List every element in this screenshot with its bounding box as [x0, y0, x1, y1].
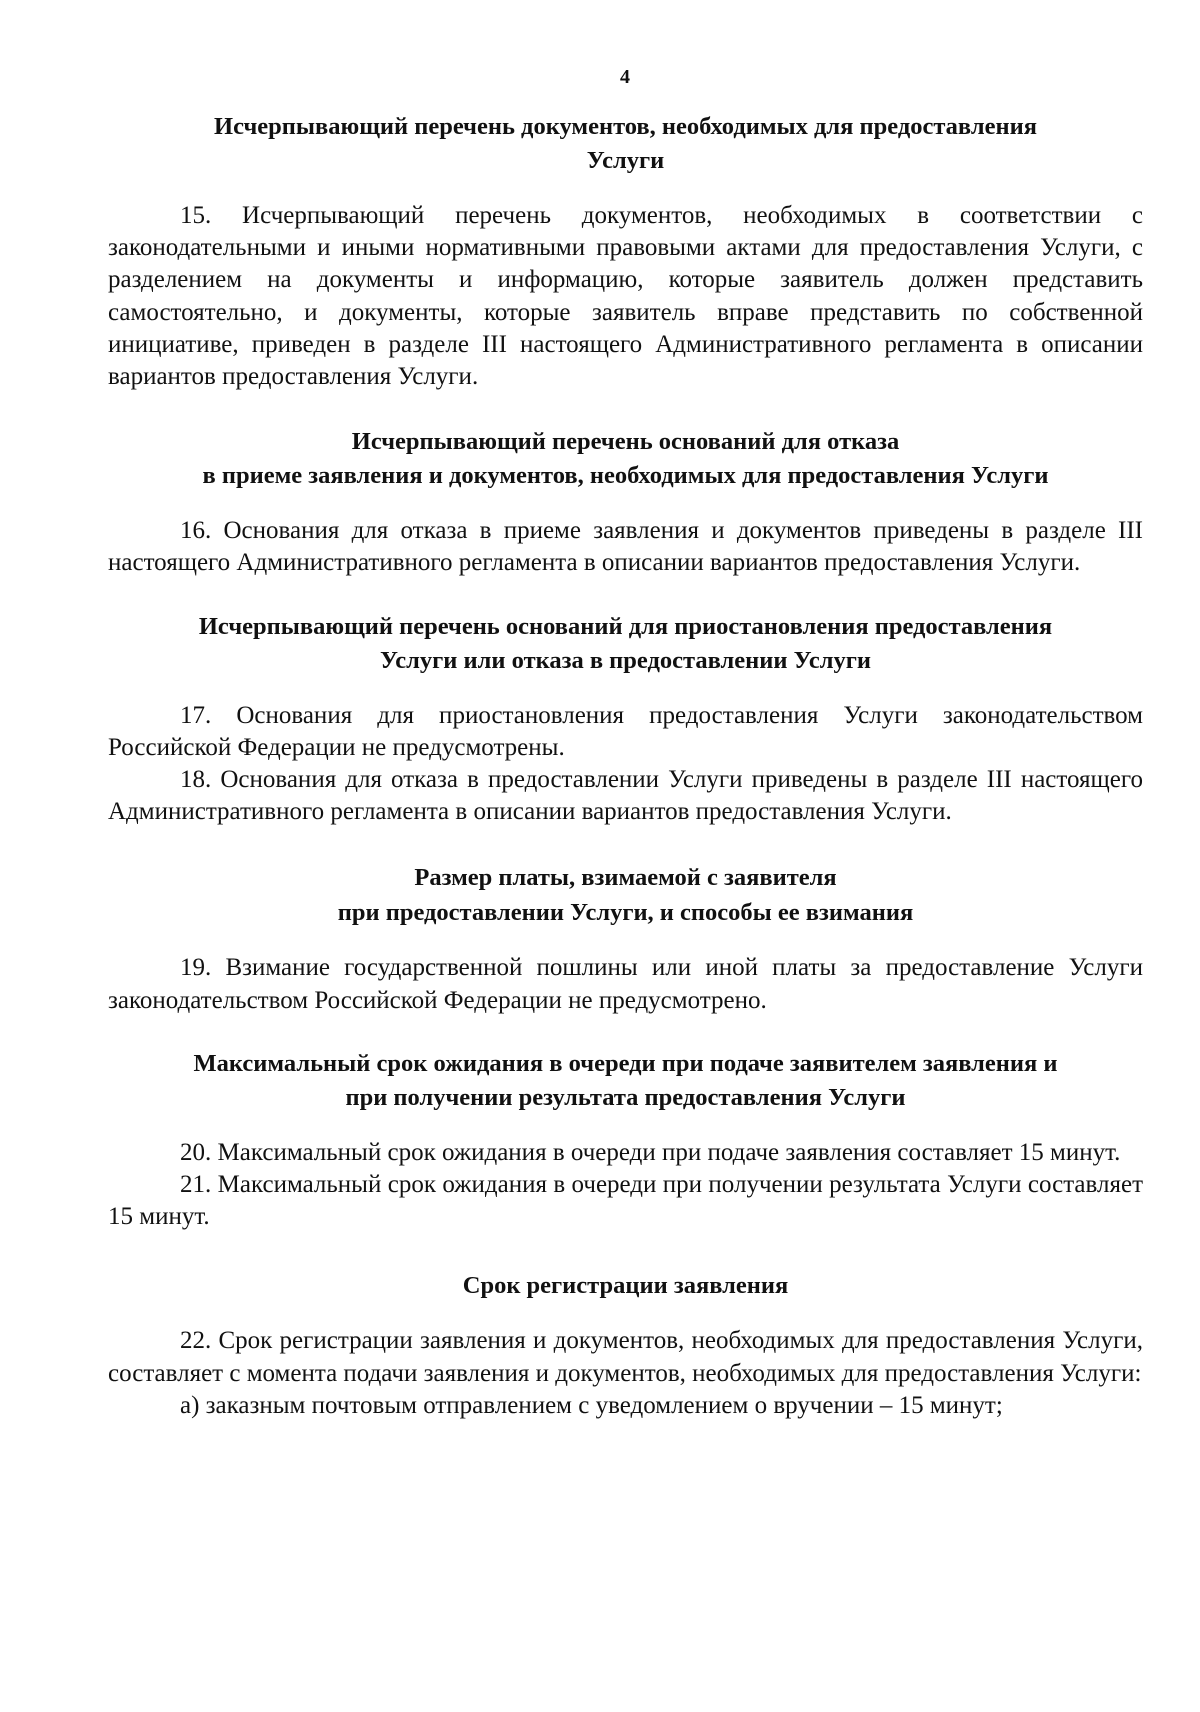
paragraph-18: 18. Основания для отказа в предоставлении Услуги приведены в разделе III настоящего Административного регламента в описании вариантов предоставления Услуги.: [108, 766, 1143, 826]
heading-line: Исчерпывающий перечень документов, необходимых для предоставления: [214, 113, 1037, 140]
heading-line: в приеме заявления и документов, необходимых для предоставления Услуги: [202, 462, 1049, 490]
heading-line: Услуги: [586, 147, 665, 174]
section-heading-registration: [108, 1269, 1143, 1303]
paragraph-19: 19. Взимание государственной пошлины или иной платы за предоставление Услуги законодательством Российской Федерации не предусмотрено.: [108, 954, 1143, 1014]
heading-line: Размер платы, взимаемой с заявителя: [414, 864, 837, 892]
heading-line: Срок регистрации заявления: [462, 1272, 789, 1300]
heading-line: Максимальный срок ожидания в очереди при подаче заявителем заявления и: [193, 1049, 1058, 1077]
paragraph-16: 16. Основания для отказа в приеме заявления и документов приведены в разделе III настоящего Административного регламента в описании вариантов предоставления Услуги.: [108, 517, 1143, 577]
document-body: [108, 110, 1143, 1422]
heading-line: Услуги или отказа в предоставлении Услуги: [379, 646, 872, 674]
paragraph-17: 17. Основания для приостановления предоставления Услуги законодательством Российской Федерации не предусмотрены.: [108, 701, 1143, 761]
page-number: 4: [620, 66, 630, 88]
section-heading-fee: [108, 860, 1143, 930]
section-heading-documents: [108, 110, 1143, 178]
heading-line: при получении результата предоставления Услуги: [345, 1083, 906, 1111]
heading-line: Исчерпывающий перечень оснований для отказа: [351, 428, 900, 456]
paragraph-22: 22. Срок регистрации заявления и документов, необходимых для предоставления Услуги, составляет с момента подачи заявления и документов, необходимых для предоставления Услуги:: [108, 1327, 1143, 1387]
section-heading-refusal-acceptance: [108, 425, 1143, 493]
heading-line: при предоставлении Услуги, и способы ее взимания: [337, 899, 914, 927]
heading-line: Исчерпывающий перечень оснований для приостановления предоставления: [198, 612, 1053, 640]
paragraph-21: 21. Максимальный срок ожидания в очереди при получении результата Услуги составляет 15 минут.: [108, 1171, 1143, 1231]
paragraph-22-a: а) заказным почтовым отправлением с уведомлением о вручении – 15 минут;: [180, 1391, 1003, 1419]
paragraph-20: 20. Максимальный срок ожидания в очереди при подаче заявления составляет 15 минут.: [180, 1138, 1121, 1166]
section-heading-queue-time: [108, 1047, 1143, 1115]
section-heading-suspension: [108, 610, 1143, 678]
paragraph-15: 15. Исчерпывающий перечень документов, необходимых в соответствии с законодательными и иными нормативными правовыми актами для предоставления Услуги, с разделением на документы и информацию, которые заявитель должен представить самостоятельно, и документы, которые заявитель вправе представить по собственной инициативе, приведен в разделе III настоящего Административного регламента в описании вариантов предоставления Услуги.: [108, 202, 1143, 391]
